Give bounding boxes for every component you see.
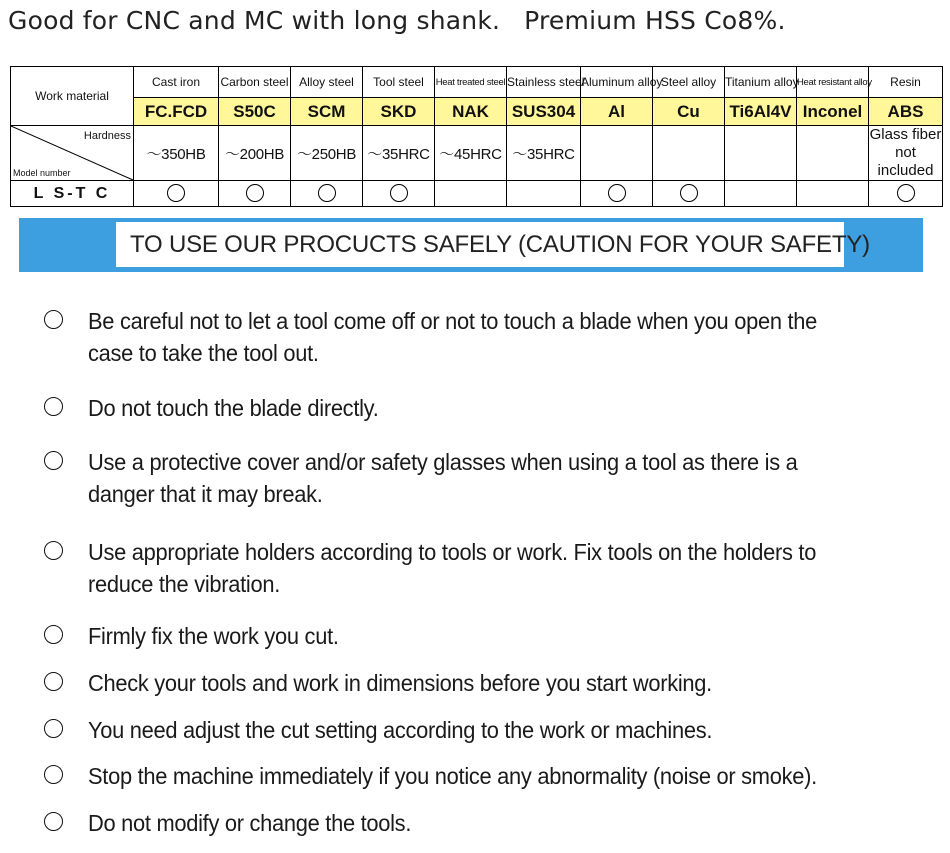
material-code: SUS304	[507, 98, 581, 126]
material-code: SKD	[363, 98, 435, 126]
hardness-value	[581, 126, 653, 181]
material-name: Alloy steel	[291, 67, 363, 98]
caution-text: Stop the machine immediately if you notice any abnormality (noise or smoke).	[88, 763, 817, 789]
material-code: Cu	[653, 98, 725, 126]
safety-banner	[19, 218, 923, 272]
suitable-circle-icon	[318, 184, 336, 202]
material-name: Heat treated steel	[435, 67, 507, 98]
model-number-label: Model number	[13, 168, 71, 178]
hardness-value: ～35HRC	[363, 126, 435, 181]
material-code: Al	[581, 98, 653, 126]
hardness-value: Glass fiber not included	[869, 126, 942, 179]
material-table	[10, 66, 943, 207]
material-name: Carbon steel	[219, 67, 291, 98]
suitable-circle-icon	[390, 184, 408, 202]
circle-bullet-icon	[44, 672, 63, 691]
material-code: Ti6Al4V	[725, 98, 797, 126]
header-line	[8, 6, 786, 35]
hardness-value	[725, 126, 797, 181]
suitability-cell	[363, 181, 435, 207]
hardness-label: Hardness	[83, 130, 131, 142]
suitable-circle-icon	[246, 184, 264, 202]
material-name: Resin	[869, 67, 943, 98]
hardness-value	[797, 126, 869, 181]
hardness-value: ～250HB	[291, 126, 363, 181]
material-code: SCM	[291, 98, 363, 126]
circle-bullet-icon	[44, 541, 63, 560]
material-code: NAK	[435, 98, 507, 126]
material-name: Cast iron	[134, 67, 219, 98]
suitability-cell	[134, 181, 219, 207]
circle-bullet-icon	[44, 812, 63, 831]
suitable-circle-icon	[897, 184, 915, 202]
suitable-circle-icon	[608, 184, 626, 202]
suitability-cell	[219, 181, 291, 207]
material-name: Tool steel	[363, 67, 435, 98]
suitable-circle-icon	[167, 184, 185, 202]
model-name: L S-T C	[11, 181, 134, 207]
caution-text: Be careful not to let a tool come off or not to touch a blade when you open the case to take the tool out.	[88, 308, 817, 366]
suitability-cell	[653, 181, 725, 207]
suitability-cell	[507, 181, 581, 207]
material-code: S50C	[219, 98, 291, 126]
material-name: Stainless steel	[507, 67, 581, 98]
material-code: FC.FCD	[134, 98, 219, 126]
hardness-value: ～45HRC	[435, 126, 507, 181]
suitability-cell	[869, 181, 943, 207]
suitability-cell	[291, 181, 363, 207]
material-code: Inconel	[797, 98, 869, 126]
hardness-model-header	[11, 126, 134, 181]
caution-text: Do not modify or change the tools.	[88, 810, 412, 836]
hardness-value: ～35HRC	[507, 126, 581, 181]
header-usage: Good for CNC and MC with long shank.	[8, 6, 501, 35]
caution-text: Firmly fix the work you cut.	[88, 623, 339, 649]
suitability-cell	[725, 181, 797, 207]
caution-text: Use appropriate holders according to tools or work. Fix tools on the holders to reduce the vibration.	[88, 539, 817, 597]
work-material-label: Work material	[11, 67, 134, 126]
circle-bullet-icon	[44, 310, 63, 329]
caution-text: Do not touch the blade directly.	[88, 395, 379, 421]
material-name: Steel alloy	[653, 67, 725, 98]
circle-bullet-icon	[44, 719, 63, 738]
caution-text: You need adjust the cut setting according to the work or machines.	[88, 717, 713, 743]
material-name: Heat resistant alloy	[797, 67, 869, 98]
hardness-value: ～200HB	[219, 126, 291, 181]
caution-text: Use a protective cover and/or safety glasses when using a tool as there is a danger that it may break.	[88, 449, 798, 507]
material-name: Aluminum alloy	[581, 67, 653, 98]
circle-bullet-icon	[44, 397, 63, 416]
caution-text: Check your tools and work in dimensions before you start working.	[88, 670, 712, 696]
hardness-value	[653, 126, 725, 181]
safety-banner-title: TO USE OUR PROCUCTS SAFELY (CAUTION FOR YOUR SAFETY)	[116, 222, 844, 267]
material-name: Titanium alloy	[725, 67, 797, 98]
suitability-cell	[435, 181, 507, 207]
hardness-value: ～350HB	[134, 126, 219, 181]
circle-bullet-icon	[44, 765, 63, 784]
suitable-circle-icon	[680, 184, 698, 202]
header-material: Premium HSS Co8%.	[524, 6, 786, 35]
suitability-cell	[581, 181, 653, 207]
material-code: ABS	[869, 98, 943, 126]
suitability-cell	[797, 181, 869, 207]
circle-bullet-icon	[44, 451, 63, 470]
circle-bullet-icon	[44, 625, 63, 644]
